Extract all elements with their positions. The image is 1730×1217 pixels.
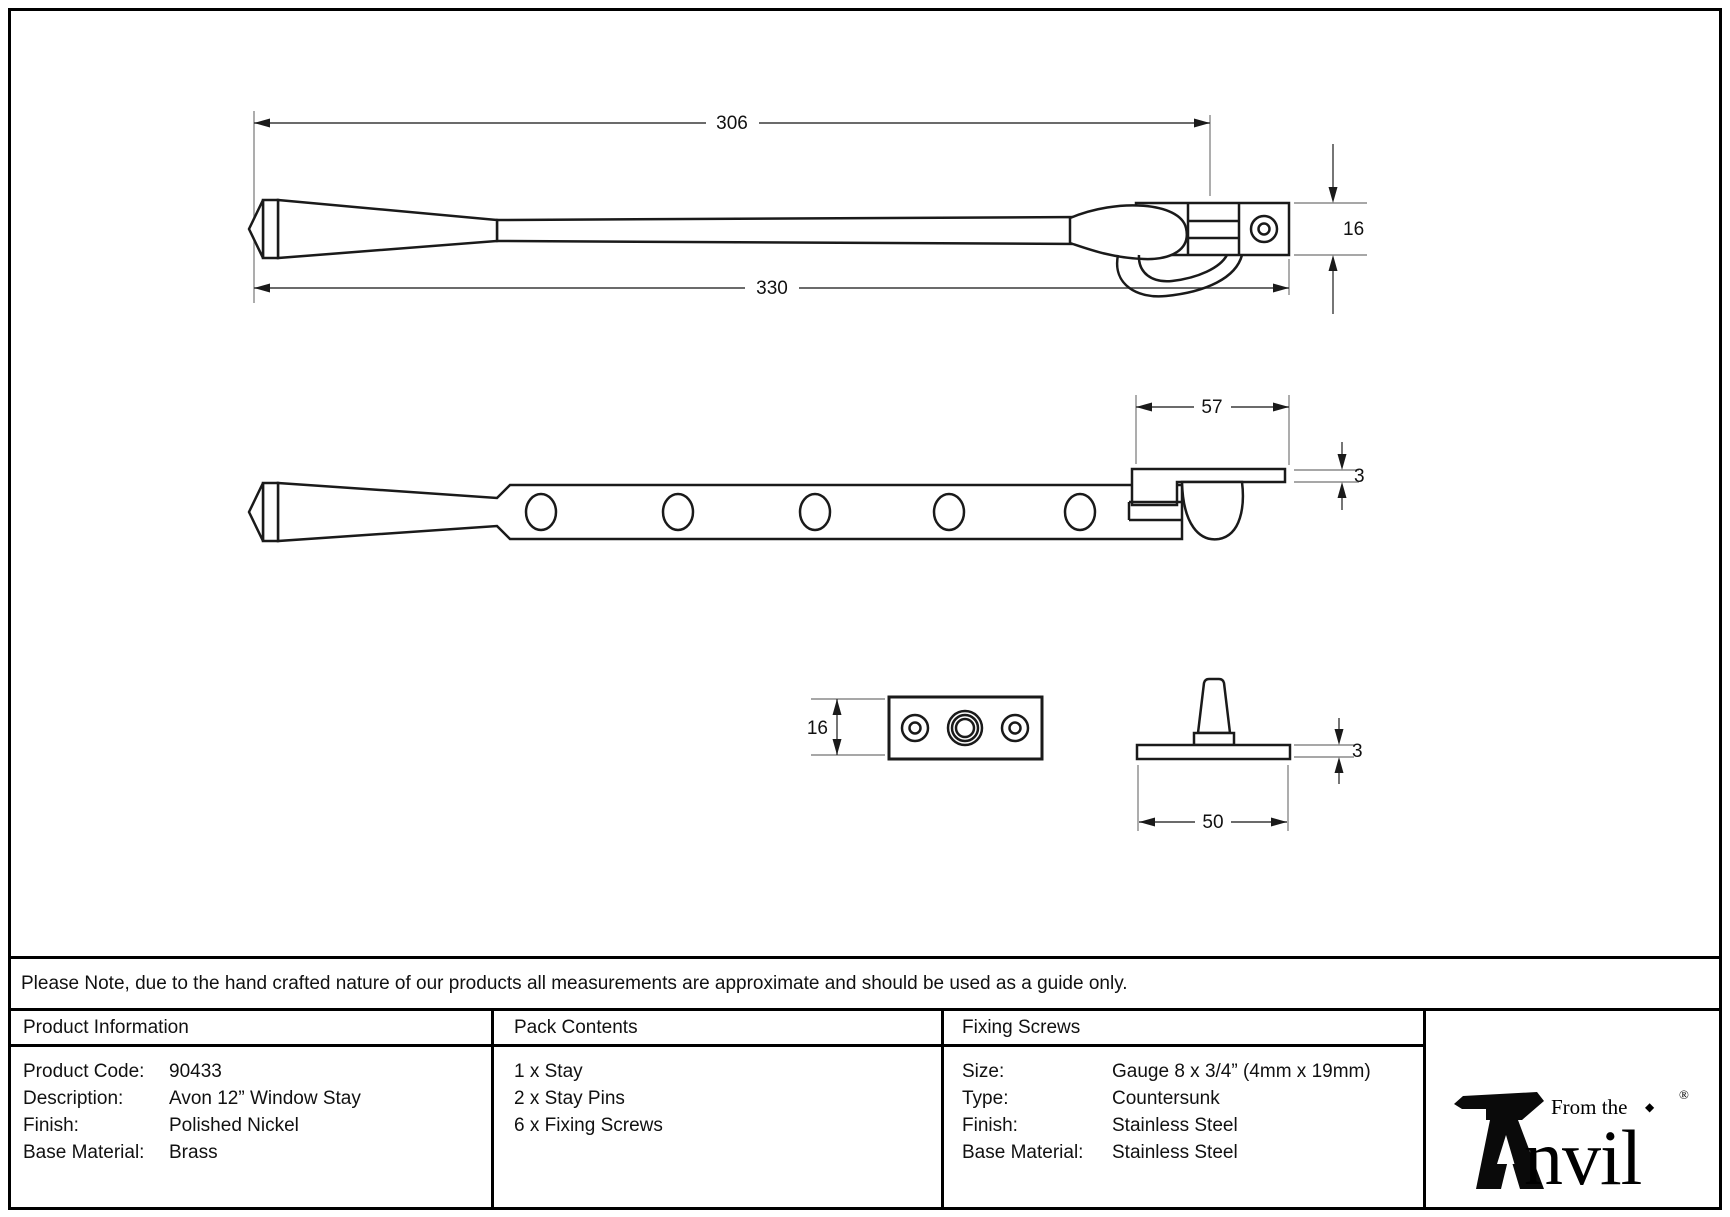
dim-50-label: 50 (1202, 812, 1224, 833)
fixing-screws-header: Fixing Screws (944, 1011, 1423, 1047)
dimension-16-keep (807, 699, 842, 755)
screw-base-material-label: Base Material: (962, 1142, 1084, 1163)
brand-logo-cell (1426, 1011, 1719, 1207)
logo-tagline: From the (1551, 1095, 1628, 1119)
pack-contents-header: Pack Contents (494, 1011, 941, 1047)
table-row (962, 1085, 1423, 1112)
stay-top-view (249, 395, 1365, 541)
table-row (962, 1139, 1423, 1166)
screw-finish-label: Finish: (962, 1115, 1018, 1136)
dim-306-label: 306 (716, 113, 748, 134)
product-information-body (11, 1047, 491, 1166)
dimension-3-pin (1335, 718, 1363, 784)
dim-3-pin-label: 3 (1352, 741, 1363, 762)
from-the-anvil-logo (1426, 1011, 1719, 1207)
table-row (962, 1058, 1423, 1085)
dimension-50 (1139, 812, 1287, 833)
spec-table (11, 1008, 1719, 1207)
product-code-label: Product Code: (23, 1061, 145, 1082)
table-row (23, 1058, 491, 1085)
dimension-306 (254, 113, 1210, 134)
finish-value: Polished Nickel (169, 1115, 299, 1136)
dimension-3-plate (1338, 442, 1365, 510)
dim-3-plate-label: 3 (1354, 466, 1365, 487)
fixing-screws-column (944, 1011, 1426, 1207)
pack-item-fixing-screws: 6 x Fixing Screws (514, 1115, 663, 1136)
keep-plate-view (807, 697, 1042, 759)
product-code-value: 90433 (169, 1061, 222, 1082)
table-row (23, 1085, 491, 1112)
screw-size-label: Size: (962, 1061, 1005, 1082)
pack-item-stay: 1 x Stay (514, 1061, 583, 1082)
registered-trademark-symbol: ® (1679, 1087, 1689, 1102)
screw-size-value: Gauge 8 x 3/4” (4mm x 19mm) (1112, 1061, 1371, 1082)
pack-contents-body (494, 1047, 941, 1139)
diamond-icon: ◆ (1645, 1100, 1655, 1114)
logo-wordmark: nvil (1524, 1114, 1642, 1201)
base-material-value: Brass (169, 1142, 218, 1163)
product-information-header: Product Information (11, 1011, 491, 1047)
measurement-note-text: Please Note, due to the hand crafted nature of our products all measurements are approximate and should be used as a guide only. (21, 972, 1128, 994)
dim-16-keep-label: 16 (806, 718, 828, 739)
measurement-note (11, 956, 1719, 1008)
dimension-57 (1136, 397, 1289, 418)
pack-contents-column (494, 1011, 944, 1207)
dim-57-label: 57 (1201, 397, 1223, 418)
dim-330-label: 330 (756, 278, 788, 299)
dimension-330 (254, 278, 1289, 299)
table-row (23, 1112, 491, 1139)
screw-type-label: Type: (962, 1088, 1009, 1109)
base-material-label: Base Material: (23, 1142, 145, 1163)
pack-item-stay-pins: 2 x Stay Pins (514, 1088, 625, 1109)
finish-label: Finish: (23, 1115, 79, 1136)
screw-base-material-value: Stainless Steel (1112, 1142, 1238, 1163)
product-information-column (11, 1011, 494, 1207)
stay-side-view (249, 111, 1367, 314)
fixing-screws-body (944, 1047, 1423, 1166)
screw-type-value: Countersunk (1112, 1088, 1220, 1109)
dim-16-bracket-label: 16 (1343, 219, 1365, 240)
table-row (962, 1112, 1423, 1139)
dimension-16-bracket (1329, 144, 1365, 314)
description-value: Avon 12” Window Stay (169, 1088, 361, 1109)
table-row (23, 1139, 491, 1166)
stay-pin-view (1137, 679, 1363, 833)
screw-finish-value: Stainless Steel (1112, 1115, 1238, 1136)
description-label: Description: (23, 1088, 124, 1109)
